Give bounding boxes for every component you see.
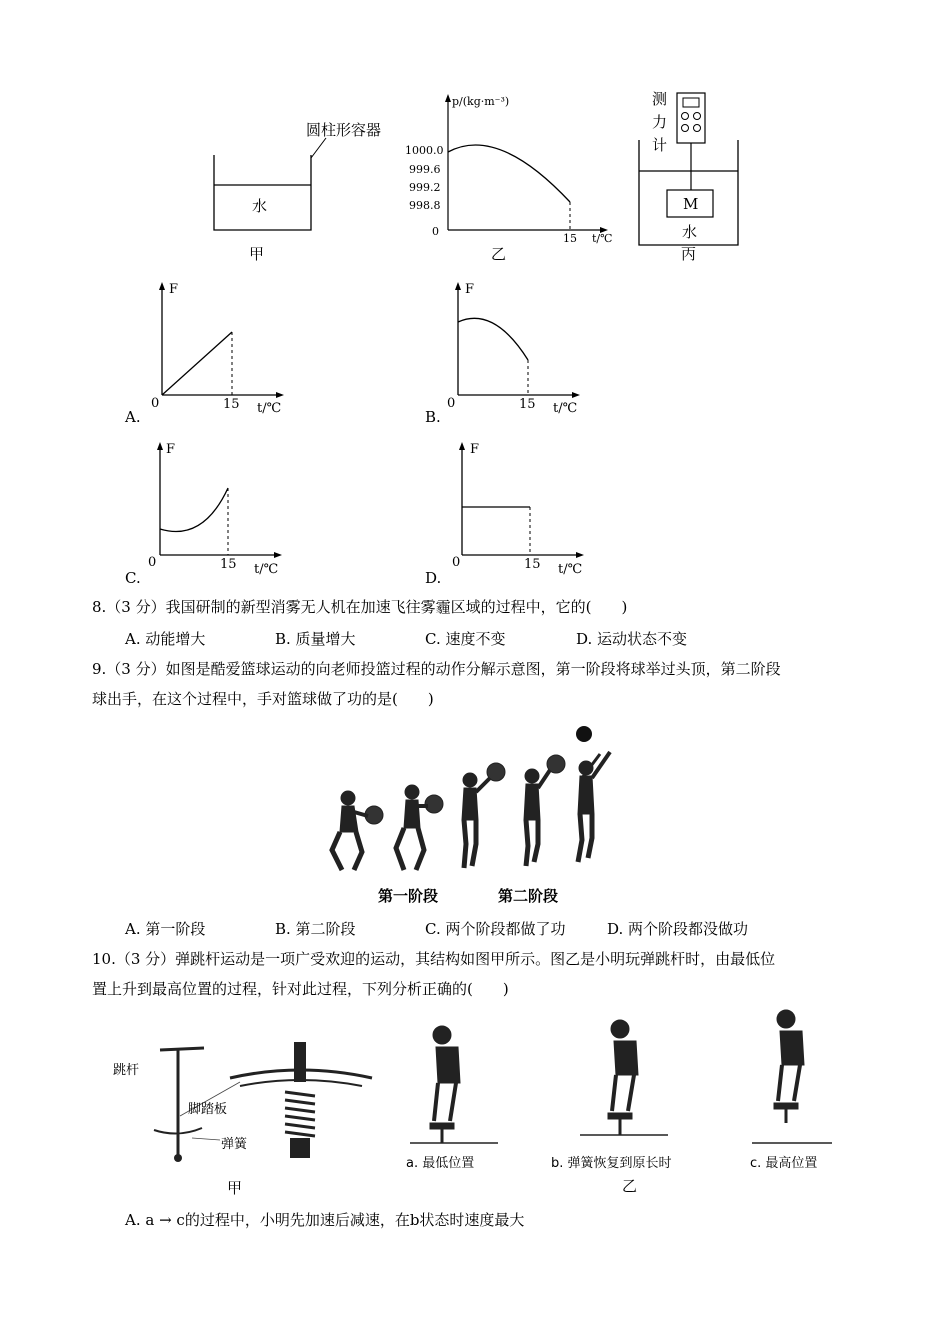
graph-c-xlabel: t/℃ bbox=[254, 562, 279, 577]
graph-b-xtick: 15 bbox=[519, 397, 536, 412]
caption-q10-jia: 甲 bbox=[227, 1179, 243, 1197]
graph-d-ylabel: F bbox=[470, 442, 480, 457]
spring-label: 弹簧 bbox=[221, 1137, 248, 1152]
graph-b-ylabel: F bbox=[465, 282, 475, 297]
pogo-stick-structure-figure bbox=[140, 1030, 390, 1170]
graph-a-xtick: 15 bbox=[223, 397, 240, 412]
graph-a-ylabel: F bbox=[169, 282, 179, 297]
meter-label-3: 计 bbox=[652, 136, 668, 154]
yi-tick-0: 0 bbox=[432, 225, 439, 238]
graph-option-b bbox=[446, 280, 586, 405]
graph-c-xtick: 15 bbox=[220, 557, 237, 572]
player-4 bbox=[524, 755, 565, 866]
q8-option-b[interactable]: B. 质量增大 bbox=[275, 630, 356, 648]
q8-option-a[interactable]: A. 动能增大 bbox=[125, 630, 206, 648]
basketball-shooting-figure bbox=[320, 720, 630, 885]
graph-c-letter: C. bbox=[125, 569, 141, 587]
container-label: 圆柱形容器 bbox=[306, 121, 382, 139]
player-3 bbox=[462, 763, 505, 868]
caption-yi: 乙 bbox=[491, 245, 507, 263]
player-2 bbox=[396, 785, 443, 870]
yi-tick-9996: 999.6 bbox=[409, 163, 441, 176]
caption-jia: 甲 bbox=[249, 245, 265, 263]
water-label: 水 bbox=[252, 197, 268, 215]
figure-yi-density-graph bbox=[440, 90, 620, 250]
yi-tick-1000: 1000.0 bbox=[405, 144, 444, 157]
position-b-figure bbox=[580, 1020, 668, 1135]
block-m-label: M bbox=[683, 195, 699, 213]
graph-d-origin: 0 bbox=[452, 555, 461, 570]
q9-stem-line2: 球出手，在这个过程中，手对篮球做了功的是( ) bbox=[92, 690, 434, 708]
yi-tick-9992: 999.2 bbox=[409, 181, 441, 194]
graph-b-letter: B. bbox=[425, 408, 441, 426]
graph-d-xlabel: t/℃ bbox=[558, 562, 583, 577]
graph-c-ylabel: F bbox=[166, 442, 176, 457]
position-a-label: a. 最低位置 bbox=[406, 1156, 475, 1171]
graph-a-xlabel: t/℃ bbox=[257, 401, 282, 416]
q8-stem: 8.（3 分）我国研制的新型消雾无人机在加速飞往雾霾区域的过程中，它的( ) bbox=[92, 598, 628, 616]
caption-bing: 丙 bbox=[681, 245, 697, 263]
yi-tick-9988: 998.8 bbox=[409, 199, 441, 212]
q10-option-a[interactable]: A. a → c的过程中，小明先加速后减速，在b状态时速度最大 bbox=[125, 1211, 525, 1229]
bing-water-label: 水 bbox=[682, 223, 698, 241]
player-5 bbox=[578, 752, 610, 862]
pogo-positions-figure bbox=[400, 1005, 850, 1150]
graph-a-letter: A. bbox=[125, 408, 141, 426]
meter-label-1: 测 bbox=[652, 90, 668, 108]
q9-option-c[interactable]: C. 两个阶段都做了功 bbox=[425, 920, 566, 938]
meter-label-2: 力 bbox=[652, 113, 668, 131]
q9-option-a[interactable]: A. 第一阶段 bbox=[125, 920, 206, 938]
yi-xlabel: t/℃ bbox=[592, 232, 613, 245]
q10-stem-line1: 10.（3 分）弹跳杆运动是一项广受欢迎的运动，其结构如图甲所示。图乙是小明玩弹跳杆时，由最低位 bbox=[92, 950, 776, 968]
q9-option-b[interactable]: B. 第二阶段 bbox=[275, 920, 356, 938]
graph-b-origin: 0 bbox=[447, 396, 456, 411]
caption-q10-yi: 乙 bbox=[622, 1177, 638, 1195]
q8-option-d[interactable]: D. 运动状态不变 bbox=[576, 630, 688, 648]
yi-x-tick: 15 bbox=[563, 232, 577, 245]
position-b-label: b. 弹簧恢复到原长时 bbox=[551, 1156, 672, 1171]
stage-1-label: 第一阶段 bbox=[378, 887, 439, 905]
graph-b-xlabel: t/℃ bbox=[553, 401, 578, 416]
pole-label: 跳杆 bbox=[113, 1063, 140, 1078]
yi-ylabel: p/(kg·m⁻³) bbox=[452, 95, 510, 108]
q9-option-d[interactable]: D. 两个阶段都没做功 bbox=[607, 920, 749, 938]
position-c-figure bbox=[752, 1010, 832, 1143]
q9-stem-line1: 9.（3 分）如图是酷爱篮球运动的向老师投篮过程的动作分解示意图，第一阶段将球举过头顶，第二阶段 bbox=[92, 660, 781, 678]
position-a-figure bbox=[410, 1026, 498, 1143]
position-c-label: c. 最高位置 bbox=[750, 1156, 818, 1171]
graph-a-origin: 0 bbox=[151, 396, 160, 411]
q10-stem-line2: 置上升到最高位置的过程，针对此过程，下列分析正确的( ) bbox=[92, 980, 509, 998]
player-1 bbox=[332, 791, 383, 870]
stage-2-label: 第二阶段 bbox=[498, 887, 559, 905]
graph-d-xtick: 15 bbox=[524, 557, 541, 572]
graph-option-a bbox=[150, 280, 290, 405]
graph-d-letter: D. bbox=[425, 569, 442, 587]
pedal-label: 脚踏板 bbox=[188, 1102, 228, 1117]
graph-option-d bbox=[450, 440, 590, 565]
q8-option-c[interactable]: C. 速度不变 bbox=[425, 630, 506, 648]
graph-c-origin: 0 bbox=[148, 555, 157, 570]
graph-option-c bbox=[148, 440, 288, 565]
